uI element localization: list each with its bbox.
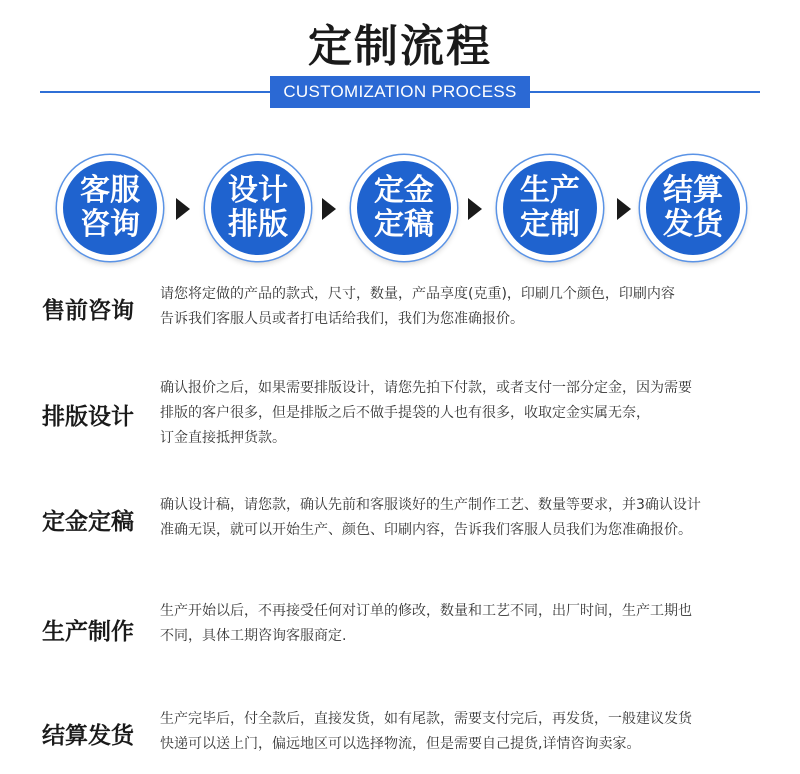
step-circle-consult: [57, 155, 163, 261]
step-label: 客服咨询: [80, 173, 140, 242]
section-body-layout: [160, 376, 770, 451]
section-text-line: 确认报价之后，如果需要排版设计，请您先拍下付款，或者支付一部分定金，因为需要: [160, 380, 692, 396]
section-text-line: 订金直接抵押货款。: [160, 430, 286, 446]
section-text-line: 请您将定做的产品的款式，尺寸，数量，产品享度(克重)，印刷几个颜色，印刷内容: [160, 286, 675, 302]
section-body-settlement: [160, 707, 770, 757]
arrow-right-icon: [468, 198, 482, 220]
section-heading-production: 生产制作: [42, 619, 134, 645]
step-circle-production: [497, 155, 603, 261]
page-title: 定制流程: [308, 21, 492, 72]
section-body-deposit: [160, 493, 770, 543]
section-body-production: [160, 599, 770, 649]
section-body-presale: [160, 282, 770, 332]
section-text-line: 确认设计稿，请您款，确认先前和客服谈好的生产制作工艺、数量等要求，并3确认设计: [160, 497, 701, 513]
section-text-line: 不同，具体工期咨询客服商定.: [160, 628, 347, 644]
step-circle-settlement: [640, 155, 746, 261]
arrow-right-icon: [322, 198, 336, 220]
step-circle-design: [205, 155, 311, 261]
step-label: 设计排版: [228, 173, 288, 242]
step-circle-deposit: [351, 155, 457, 261]
section-heading-presale: 售前咨询: [42, 298, 134, 324]
section-text-line: 生产开始以后，不再接受任何对订单的修改，数量和工艺不同，出厂时间，生产工期也: [160, 603, 692, 619]
section-text-line: 排版的客户很多，但是排版之后不做手提袋的人也有很多，收取定金实属无奈，: [160, 405, 650, 421]
section-text-line: 告诉我们客服人员或者打电话给我们，我们为您准确报价。: [160, 311, 524, 327]
section-text-line: 生产完毕后，付全款后，直接发货，如有尾款，需要支付完后，再发货，一般建议发货: [160, 711, 692, 727]
step-label: 定金定稿: [374, 173, 434, 242]
section-heading-layout: 排版设计: [42, 404, 134, 430]
section-heading-settlement: 结算发货: [42, 723, 134, 749]
section-heading-deposit: 定金定稿: [42, 509, 134, 535]
arrow-right-icon: [176, 198, 190, 220]
section-text-line: 快递可以送上门，偏远地区可以选择物流，但是需要自己提货,详情咨询卖家。: [160, 736, 641, 752]
step-label: 结算发货: [663, 173, 723, 242]
arrow-right-icon: [617, 198, 631, 220]
page-subtitle-banner: CUSTOMIZATION PROCESS: [270, 76, 530, 108]
step-label: 生产定制: [520, 173, 580, 242]
section-text-line: 准确无误，就可以开始生产、颜色、印刷内容，告诉我们客服人员我们为您准确报价。: [160, 522, 692, 538]
